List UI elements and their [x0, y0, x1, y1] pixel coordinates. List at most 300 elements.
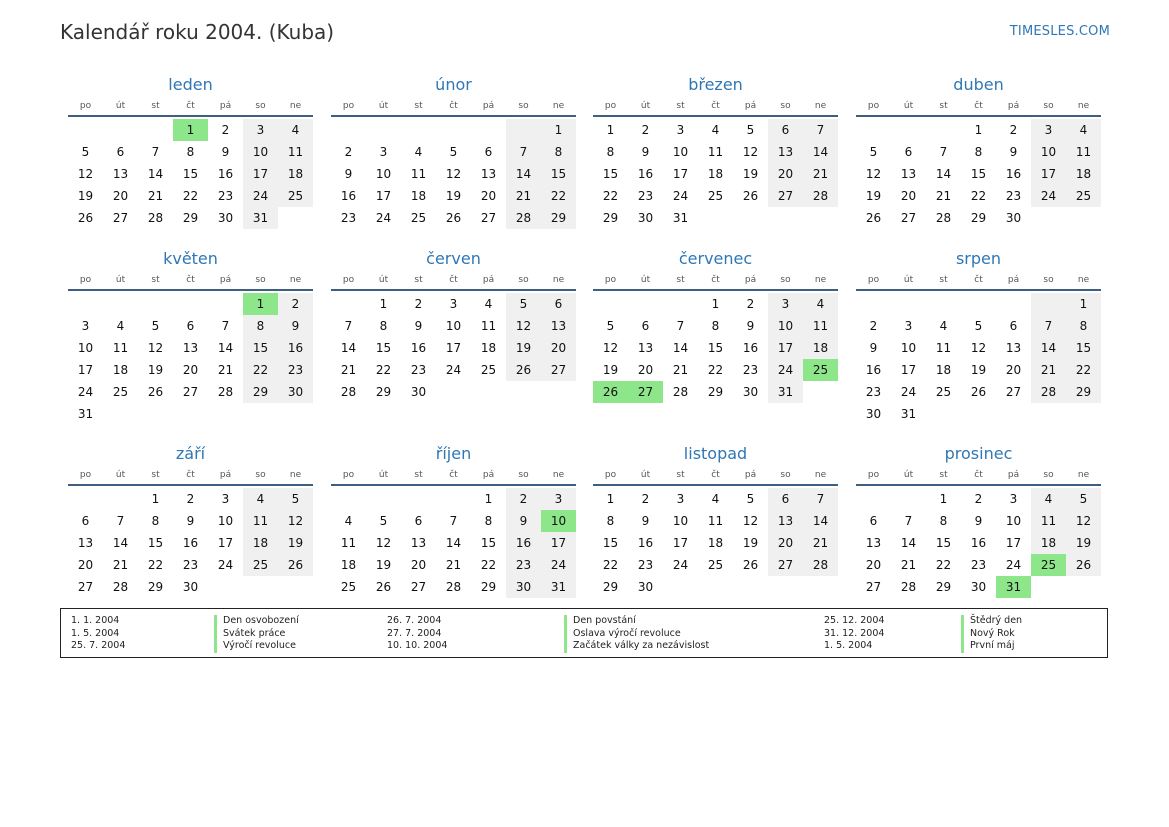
weekday-label: so — [1043, 470, 1054, 480]
day-cell: 9 — [641, 145, 650, 159]
day-cell: 19 — [970, 363, 987, 377]
day-cell: 12 — [742, 514, 759, 528]
day-cell: 5 — [449, 145, 458, 159]
day-cell: 5 — [506, 293, 541, 315]
day-cell: 14 — [340, 341, 357, 355]
day-cell: 21 — [900, 558, 917, 572]
legend-row — [61, 615, 1107, 628]
day-cell: 4 — [939, 319, 948, 333]
day-cell: 12 — [1066, 510, 1101, 532]
day-cell: 24 — [1031, 185, 1066, 207]
weekday-label: st — [676, 275, 685, 285]
day-cell: 2 — [221, 123, 230, 137]
weekday-label: ne — [289, 101, 302, 111]
day-cell: 13 — [637, 341, 654, 355]
day-cell: 18 — [707, 167, 724, 181]
empty-day-cell — [803, 207, 838, 229]
day-cell: 15 — [182, 167, 199, 181]
weekday-label: st — [939, 470, 948, 480]
day-cell: 31 — [541, 576, 576, 598]
weekday-label: st — [939, 275, 948, 285]
day-cell: 19 — [77, 189, 94, 203]
day-cell: 18 — [278, 163, 313, 185]
brand-link[interactable]: TIMESLES.COM — [1009, 24, 1110, 39]
day-cell: 12 — [445, 167, 462, 181]
holiday-date: 1. 1. 2004 — [71, 615, 120, 626]
weekday-label: po — [79, 101, 92, 111]
day-cell: 15 — [970, 167, 987, 181]
day-cell: 31 — [672, 211, 689, 225]
day-grid — [331, 488, 576, 598]
empty-day-cell — [768, 576, 803, 598]
day-cell: 31 — [996, 576, 1031, 598]
holiday-date: 10. 10. 2004 — [387, 640, 448, 651]
day-cell: 28 — [1031, 381, 1066, 403]
weekday-header — [68, 273, 313, 291]
day-cell: 1 — [379, 297, 388, 311]
day-cell: 20 — [182, 363, 199, 377]
weekday-label: út — [115, 101, 126, 111]
empty-day-cell — [471, 381, 506, 403]
day-cell: 3 — [449, 297, 458, 311]
day-cell: 29 — [602, 211, 619, 225]
empty-day-cell — [1031, 403, 1066, 425]
month-name: listopad — [683, 444, 748, 463]
empty-day-cell — [506, 119, 541, 141]
weekday-label: ne — [289, 275, 302, 285]
empty-day-cell — [103, 119, 138, 141]
day-cell: 1 — [243, 293, 278, 315]
day-cell: 2 — [506, 488, 541, 510]
weekday-label: ne — [289, 470, 302, 480]
month-name: březen — [688, 75, 743, 94]
day-cell: 20 — [480, 189, 497, 203]
day-cell: 4 — [116, 319, 125, 333]
day-cell: 17 — [672, 167, 689, 181]
day-cell: 28 — [803, 185, 838, 207]
weekday-label: pá — [219, 101, 232, 111]
empty-day-cell — [961, 293, 996, 315]
day-cell: 26 — [1066, 554, 1101, 576]
day-cell: 14 — [506, 163, 541, 185]
day-cell: 16 — [410, 341, 427, 355]
day-grid — [68, 119, 313, 229]
day-cell: 16 — [217, 167, 234, 181]
holiday-name: Den osvobození — [214, 615, 299, 628]
day-cell: 20 — [768, 163, 803, 185]
day-cell: 4 — [711, 492, 720, 506]
weekday-label: so — [518, 470, 529, 480]
day-cell: 23 — [506, 554, 541, 576]
day-cell: 14 — [803, 141, 838, 163]
day-cell: 17 — [900, 363, 917, 377]
empty-day-cell — [891, 119, 926, 141]
month-calendar — [68, 248, 313, 425]
day-cell: 24 — [445, 363, 462, 377]
day-cell: 26 — [77, 211, 94, 225]
day-cell: 26 — [865, 211, 882, 225]
month-calendar — [593, 248, 838, 403]
day-cell: 22 — [182, 189, 199, 203]
weekday-header — [331, 468, 576, 486]
weekday-label: út — [640, 470, 651, 480]
day-cell: 13 — [768, 141, 803, 163]
day-cell: 20 — [410, 558, 427, 572]
day-cell: 19 — [602, 363, 619, 377]
day-cell: 23 — [637, 189, 654, 203]
month-name: srpen — [955, 249, 1002, 268]
day-cell: 15 — [243, 337, 278, 359]
empty-day-cell — [541, 381, 576, 403]
day-cell: 30 — [1005, 211, 1022, 225]
empty-day-cell — [891, 293, 926, 315]
day-cell: 11 — [480, 319, 497, 333]
month-calendar — [331, 74, 576, 229]
day-cell: 11 — [112, 341, 129, 355]
weekday-header — [331, 99, 576, 117]
day-cell: 25 — [707, 558, 724, 572]
day-cell: 31 — [243, 207, 278, 229]
day-cell: 12 — [506, 315, 541, 337]
empty-day-cell — [401, 119, 436, 141]
weekday-header — [856, 273, 1101, 291]
day-cell: 9 — [278, 315, 313, 337]
day-cell: 25 — [1066, 185, 1101, 207]
empty-day-cell — [506, 381, 541, 403]
day-cell: 15 — [480, 536, 497, 550]
day-cell: 24 — [1005, 558, 1022, 572]
day-cell: 5 — [151, 319, 160, 333]
month-calendar — [593, 443, 838, 598]
day-grid — [856, 293, 1101, 425]
empty-day-cell — [243, 576, 278, 598]
day-cell: 26 — [593, 381, 628, 403]
day-cell: 10 — [1005, 514, 1022, 528]
day-cell: 7 — [676, 319, 685, 333]
day-cell: 9 — [506, 510, 541, 532]
empty-day-cell — [803, 381, 838, 403]
day-cell: 15 — [147, 536, 164, 550]
day-cell: 30 — [278, 381, 313, 403]
weekday-label: pá — [219, 470, 232, 480]
day-cell: 13 — [541, 315, 576, 337]
day-cell: 14 — [935, 167, 952, 181]
weekday-label: čt — [711, 101, 720, 111]
day-cell: 13 — [77, 536, 94, 550]
weekday-label: so — [518, 101, 529, 111]
day-cell: 22 — [480, 558, 497, 572]
weekday-label: st — [414, 470, 423, 480]
day-cell: 5 — [746, 123, 755, 137]
day-cell: 30 — [637, 211, 654, 225]
day-cell: 13 — [112, 167, 129, 181]
day-cell: 17 — [445, 341, 462, 355]
day-cell: 12 — [375, 536, 392, 550]
day-cell: 21 — [217, 363, 234, 377]
day-cell: 24 — [243, 185, 278, 207]
day-cell: 21 — [340, 363, 357, 377]
day-cell: 23 — [1005, 189, 1022, 203]
day-cell: 8 — [606, 514, 615, 528]
day-cell: 4 — [1031, 488, 1066, 510]
empty-day-cell — [331, 293, 366, 315]
day-cell: 24 — [77, 385, 94, 399]
day-cell: 21 — [672, 363, 689, 377]
day-cell: 16 — [506, 532, 541, 554]
day-cell: 3 — [243, 119, 278, 141]
day-cell: 8 — [711, 319, 720, 333]
day-cell: 9 — [221, 145, 230, 159]
day-cell: 16 — [182, 536, 199, 550]
day-cell: 25 — [480, 363, 497, 377]
day-cell: 4 — [1066, 119, 1101, 141]
day-cell: 9 — [869, 341, 878, 355]
day-cell: 12 — [147, 341, 164, 355]
day-cell: 22 — [602, 189, 619, 203]
weekday-label: so — [1043, 101, 1054, 111]
day-cell: 22 — [541, 185, 576, 207]
day-cell: 10 — [672, 145, 689, 159]
day-cell: 23 — [637, 558, 654, 572]
day-cell: 23 — [182, 558, 199, 572]
day-cell: 8 — [186, 145, 195, 159]
day-cell: 1 — [173, 119, 208, 141]
month-calendar — [856, 248, 1101, 425]
day-cell: 21 — [445, 558, 462, 572]
day-cell: 19 — [278, 532, 313, 554]
day-cell: 3 — [379, 145, 388, 159]
day-cell: 7 — [904, 514, 913, 528]
weekday-label: út — [903, 275, 914, 285]
day-cell: 7 — [506, 141, 541, 163]
day-cell: 7 — [344, 319, 353, 333]
weekday-label: pá — [219, 275, 232, 285]
weekday-header — [593, 99, 838, 117]
day-cell: 24 — [217, 558, 234, 572]
empty-day-cell — [138, 119, 173, 141]
weekday-label: ne — [552, 275, 565, 285]
empty-day-cell — [926, 119, 961, 141]
day-cell: 25 — [243, 554, 278, 576]
day-cell: 30 — [217, 211, 234, 225]
day-cell: 30 — [637, 580, 654, 594]
day-cell: 18 — [112, 363, 129, 377]
day-cell: 18 — [803, 337, 838, 359]
weekday-label: ne — [1077, 275, 1090, 285]
day-cell: 18 — [340, 558, 357, 572]
day-cell: 24 — [768, 359, 803, 381]
day-cell: 13 — [410, 536, 427, 550]
weekday-label: so — [780, 101, 791, 111]
day-cell: 30 — [970, 580, 987, 594]
day-cell: 26 — [742, 558, 759, 572]
day-cell: 25 — [935, 385, 952, 399]
empty-day-cell — [856, 119, 891, 141]
day-cell: 15 — [541, 163, 576, 185]
day-cell: 2 — [414, 297, 423, 311]
day-cell: 4 — [243, 488, 278, 510]
day-cell: 9 — [344, 167, 353, 181]
day-cell: 15 — [375, 341, 392, 355]
day-cell: 26 — [506, 359, 541, 381]
day-cell: 11 — [1066, 141, 1101, 163]
day-cell: 10 — [375, 167, 392, 181]
day-cell: 16 — [340, 189, 357, 203]
day-cell: 1 — [484, 492, 493, 506]
day-cell: 10 — [445, 319, 462, 333]
weekday-label: po — [604, 101, 617, 111]
weekday-header — [331, 273, 576, 291]
day-cell: 29 — [480, 580, 497, 594]
day-cell: 29 — [375, 385, 392, 399]
holiday-name: Štědrý den — [961, 615, 1022, 628]
weekday-label: so — [518, 275, 529, 285]
weekday-label: ne — [814, 470, 827, 480]
holiday-date: 26. 7. 2004 — [387, 615, 442, 626]
day-cell: 17 — [672, 536, 689, 550]
day-cell: 15 — [935, 536, 952, 550]
empty-day-cell — [68, 293, 103, 315]
day-cell: 20 — [900, 189, 917, 203]
day-cell: 17 — [541, 532, 576, 554]
day-cell: 6 — [904, 145, 913, 159]
day-cell: 16 — [637, 167, 654, 181]
empty-day-cell — [103, 488, 138, 510]
day-cell: 15 — [1066, 337, 1101, 359]
day-cell: 6 — [1009, 319, 1018, 333]
day-cell: 12 — [970, 341, 987, 355]
day-cell: 8 — [243, 315, 278, 337]
empty-day-cell — [436, 488, 471, 510]
empty-day-cell — [401, 488, 436, 510]
weekday-label: po — [79, 275, 92, 285]
month-name: květen — [163, 249, 218, 268]
holiday-date: 25. 12. 2004 — [824, 615, 885, 626]
month-calendar — [331, 443, 576, 598]
day-cell: 20 — [768, 532, 803, 554]
day-cell: 7 — [151, 145, 160, 159]
day-cell: 22 — [970, 189, 987, 203]
weekday-label: so — [255, 275, 266, 285]
day-cell: 27 — [541, 359, 576, 381]
empty-day-cell — [926, 293, 961, 315]
weekday-label: st — [676, 101, 685, 111]
day-cell: 25 — [278, 185, 313, 207]
day-cell: 12 — [602, 341, 619, 355]
holiday-date: 31. 12. 2004 — [824, 627, 885, 639]
day-cell: 7 — [449, 514, 458, 528]
empty-day-cell — [803, 576, 838, 598]
day-cell: 8 — [606, 145, 615, 159]
month-name: červen — [426, 249, 481, 268]
day-cell: 23 — [217, 189, 234, 203]
empty-day-cell — [366, 119, 401, 141]
day-cell: 4 — [803, 293, 838, 315]
day-cell: 3 — [904, 319, 913, 333]
day-cell: 21 — [147, 189, 164, 203]
empty-day-cell — [856, 293, 891, 315]
day-cell: 5 — [869, 145, 878, 159]
day-cell: 6 — [869, 514, 878, 528]
day-cell: 15 — [602, 536, 619, 550]
day-cell: 28 — [340, 385, 357, 399]
holiday-date: 1. 5. 2004 — [824, 640, 873, 651]
day-cell: 11 — [935, 341, 952, 355]
day-cell: 24 — [672, 558, 689, 572]
day-cell: 5 — [606, 319, 615, 333]
weekday-label: ne — [1077, 101, 1090, 111]
month-calendar — [68, 74, 313, 229]
weekday-label: po — [79, 470, 92, 480]
day-cell: 2 — [278, 293, 313, 315]
day-cell: 13 — [900, 167, 917, 181]
day-cell: 24 — [375, 211, 392, 225]
day-grid — [331, 293, 576, 403]
day-cell: 5 — [81, 145, 90, 159]
month-name: únor — [435, 75, 472, 94]
month-calendar — [856, 443, 1101, 598]
empty-day-cell — [208, 293, 243, 315]
day-cell: 17 — [243, 163, 278, 185]
day-cell: 6 — [768, 488, 803, 510]
legend-row — [61, 640, 1107, 653]
day-cell: 2 — [974, 492, 983, 506]
day-grid — [593, 119, 838, 229]
weekday-label: pá — [1007, 275, 1020, 285]
day-cell: 19 — [742, 167, 759, 181]
day-cell: 24 — [672, 189, 689, 203]
day-cell: 2 — [1009, 123, 1018, 137]
day-cell: 29 — [1066, 381, 1101, 403]
holiday-date: 25. 7. 2004 — [71, 640, 126, 651]
day-grid — [856, 119, 1101, 229]
month-calendar — [856, 74, 1101, 229]
day-cell: 29 — [970, 211, 987, 225]
weekday-label: út — [903, 470, 914, 480]
day-cell: 11 — [803, 315, 838, 337]
empty-day-cell — [278, 403, 313, 425]
day-cell: 25 — [340, 580, 357, 594]
day-cell: 10 — [1031, 141, 1066, 163]
day-cell: 29 — [935, 580, 952, 594]
weekday-label: pá — [744, 101, 757, 111]
day-cell: 21 — [112, 558, 129, 572]
day-cell: 7 — [803, 119, 838, 141]
month-calendar — [68, 443, 313, 598]
weekday-label: út — [378, 470, 389, 480]
weekday-header — [68, 99, 313, 117]
empty-day-cell — [103, 293, 138, 315]
day-cell: 8 — [541, 141, 576, 163]
month-calendar — [331, 248, 576, 403]
day-cell: 27 — [865, 580, 882, 594]
day-cell: 9 — [414, 319, 423, 333]
empty-day-cell — [856, 488, 891, 510]
empty-day-cell — [593, 293, 628, 315]
weekday-label: út — [903, 101, 914, 111]
day-cell: 27 — [480, 211, 497, 225]
day-cell: 27 — [900, 211, 917, 225]
day-cell: 6 — [186, 319, 195, 333]
day-cell: 6 — [541, 293, 576, 315]
weekday-label: ne — [814, 101, 827, 111]
weekday-label: pá — [744, 470, 757, 480]
day-cell: 25 — [410, 211, 427, 225]
day-cell: 2 — [746, 297, 755, 311]
empty-day-cell — [1066, 403, 1101, 425]
day-cell: 28 — [147, 211, 164, 225]
weekday-label: pá — [482, 101, 495, 111]
